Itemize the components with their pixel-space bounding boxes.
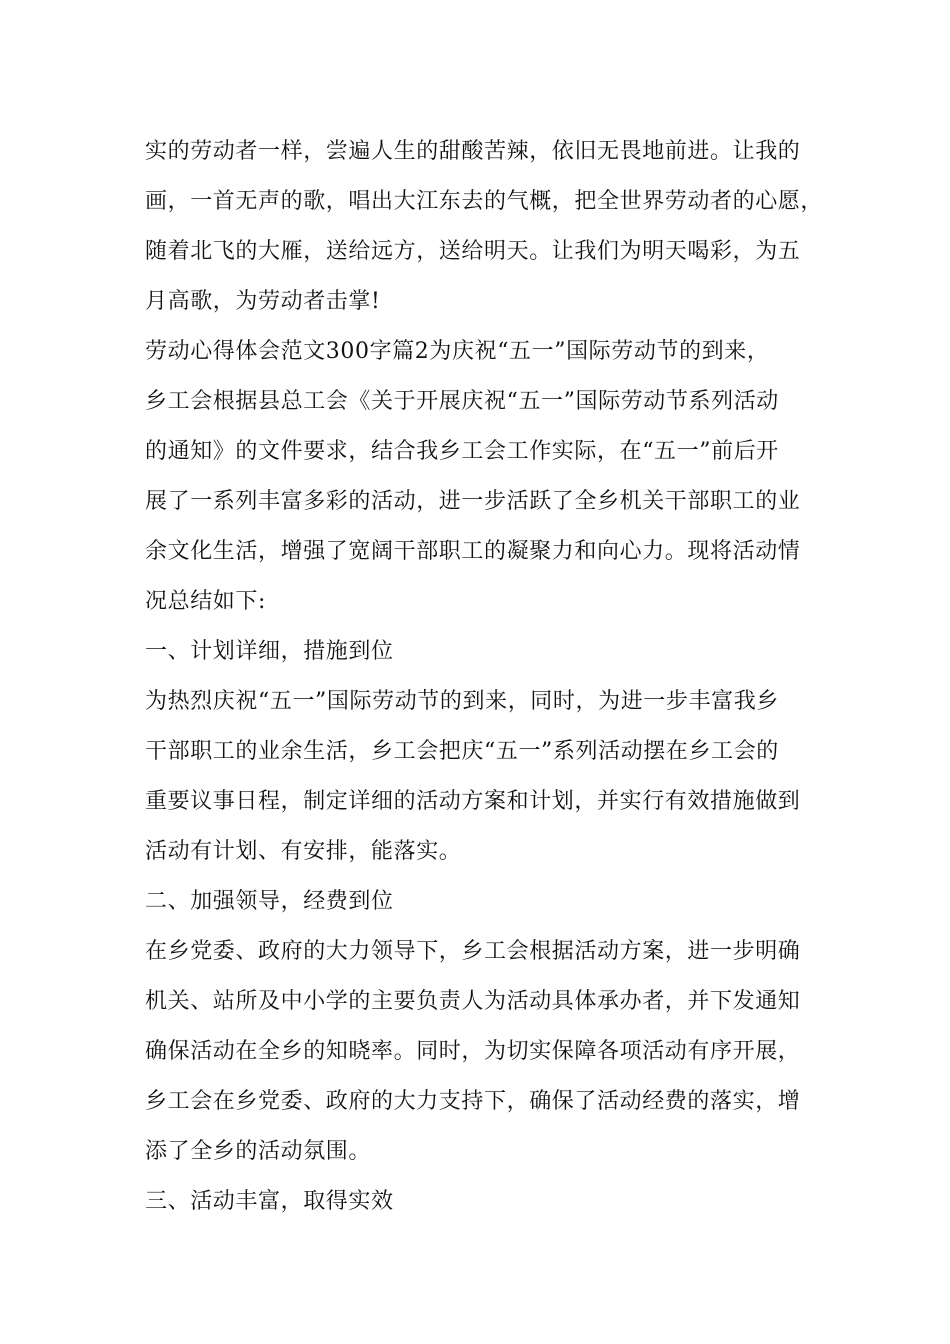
text-line: 干部职工的业余生活，乡工会把庆“五一”系列活动摆在乡工会的: [145, 739, 779, 764]
text-line: 月高歌，为劳动者击掌!: [145, 289, 381, 314]
text-line: 活动有计划、有安排，能落实。: [145, 839, 462, 864]
text-line: 随着北飞的大雁，送给远方，送给明天。让我们为明天喝彩，为五: [145, 239, 801, 264]
text-line: 展了一系列丰富多彩的活动，进一步活跃了全乡机关干部职工的业: [145, 489, 801, 514]
text-line: 乡工会根据县总工会《关于开展庆祝“五一”国际劳动节系列活动: [145, 389, 779, 414]
text-line: 余文化生活，增强了宽阔干部职工的凝聚力和向心力。现将活动情: [145, 539, 801, 564]
text-line: 确保活动在全乡的知晓率。同时，为切实保障各项活动有序开展，: [145, 1039, 801, 1064]
text-line: 在乡党委、政府的大力领导下，乡工会根据活动方案，进一步明确: [145, 939, 801, 964]
text-line: 添了全乡的活动氛围。: [145, 1139, 372, 1164]
text-line: 劳动心得体会范文300字篇2为庆祝“五一”国际劳动节的到来，: [145, 339, 770, 364]
text-line: 重要议事日程，制定详细的活动方案和计划，并实行有效措施做到: [145, 789, 801, 814]
section-heading: 二、加强领导，经费到位: [145, 889, 394, 914]
text-line: 的通知》的文件要求，结合我乡工会工作实际，在“五一”前后开: [145, 439, 779, 464]
section-heading: 三、活动丰富，取得实效: [145, 1189, 394, 1214]
text-line: 乡工会在乡党委、政府的大力支持下，确保了活动经费的落实，增: [145, 1089, 801, 1114]
text-line: 况总结如下:: [145, 589, 267, 614]
text-line: 画，一首无声的歌，唱出大江东去的气概，把全世界劳动者的心愿，: [145, 189, 824, 214]
section-heading: 一、计划详细，措施到位: [145, 639, 394, 664]
text-line: 为热烈庆祝“五一”国际劳动节的到来，同时，为进一步丰富我乡: [145, 689, 779, 714]
text-line: 机关、站所及中小学的主要负责人为活动具体承办者，并下发通知: [145, 989, 801, 1014]
text-line: 实的劳动者一样，尝遍人生的甜酸苦辣，依旧无畏地前进。让我的: [145, 139, 801, 164]
